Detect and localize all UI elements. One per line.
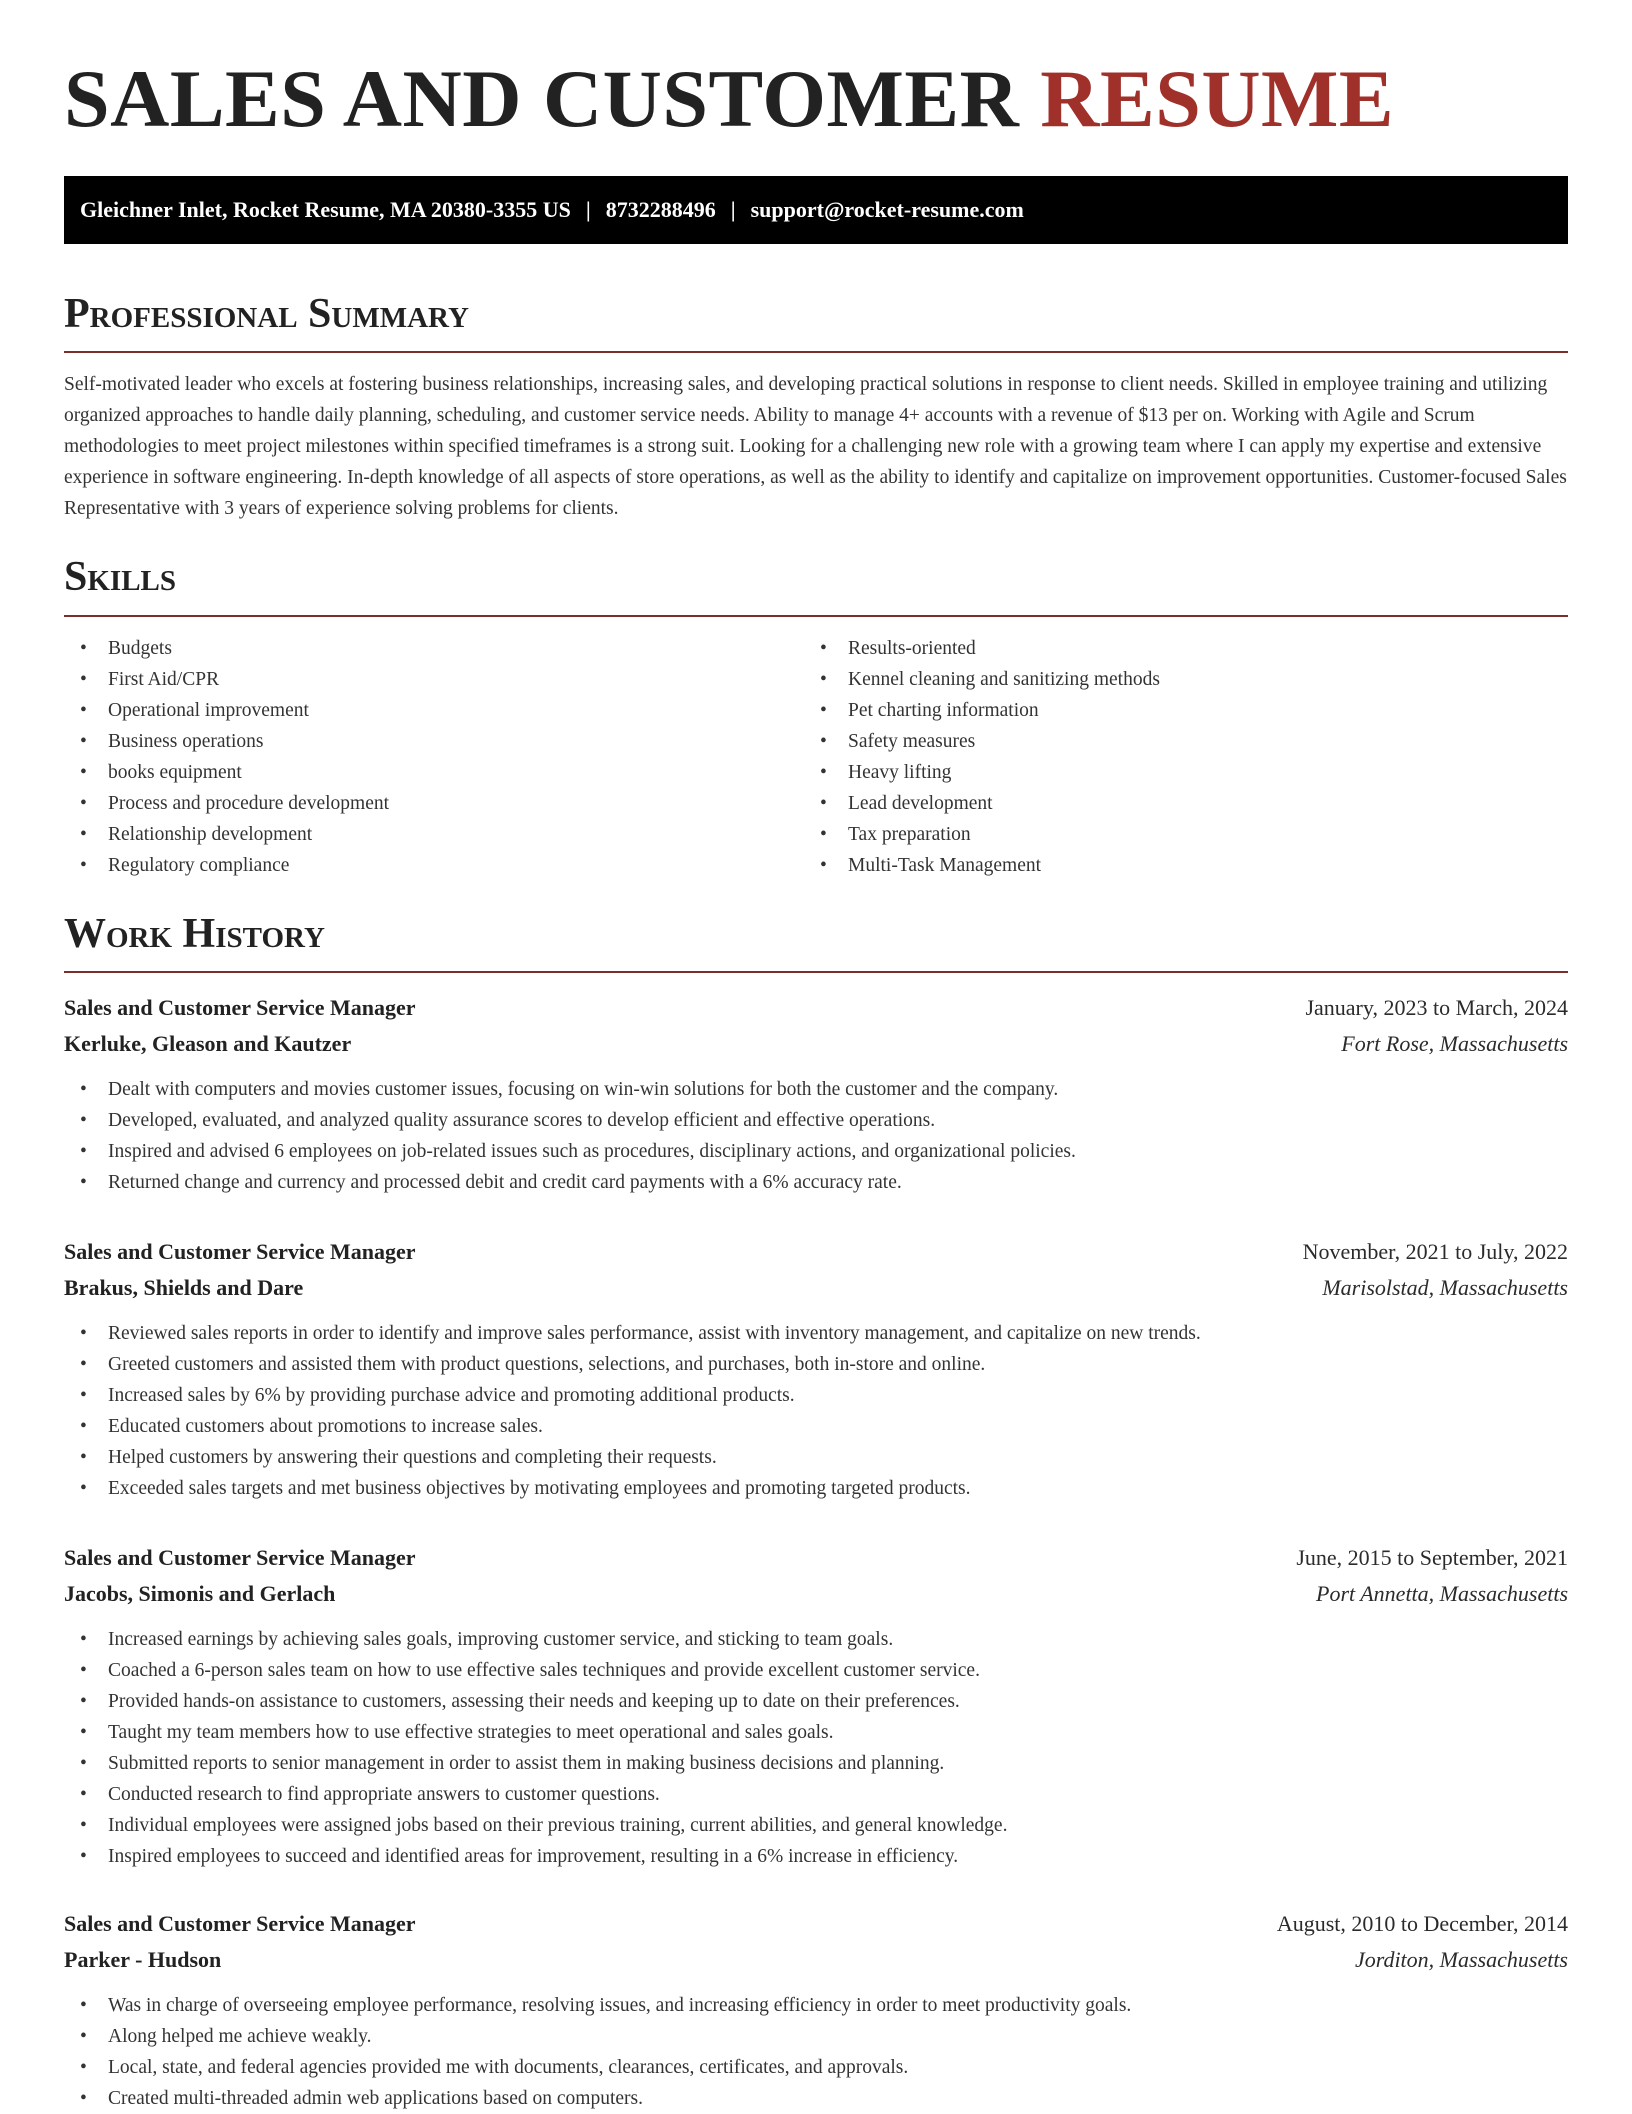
job-bullet: • Inspired employees to succeed and identified areas for improvement, resulting in a 6% increase in efficiency. [64,1841,1007,1872]
job-company: Jacobs, Simonis and Gerlach [64,1581,336,1606]
job-bullet: • Was in charge of overseeing employee performance, resolving issues, and increasing efficiency in order to meet productivity goals. [64,1990,1131,2021]
resume-title [64,53,1395,144]
job-role: Sales and Customer Service Manager [64,1911,416,1936]
job-bullet: • Reviewed sales reports in order to identify and improve sales performance, assist with inventory management, and capitalize on new trends. [64,1318,1201,1349]
job-location: Jorditon, Massachusetts [1354,1947,1568,1972]
summary-divider [64,351,1568,353]
job-bullet: • Helped customers by answering their questions and completing their requests. [64,1442,1201,1473]
skill-item: • books equipment [64,757,389,788]
skill-item: • Kennel cleaning and sanitizing methods [804,664,1160,695]
skill-item: • Tax preparation [804,819,1160,850]
job-bullet: • Increased sales by 6% by providing purchase advice and promoting additional products. [64,1380,1201,1411]
job-location: Fort Rose, Massachusetts [1341,1031,1568,1056]
skill-item: • Results-oriented [804,633,1160,664]
contact-bar [64,176,1568,244]
job-bullets [64,1318,1201,1504]
contact-separator: | [585,197,591,222]
job-role: Sales and Customer Service Manager [64,1545,416,1570]
job-bullet: • Increased earnings by achieving sales goals, improving customer service, and sticking to team goals. [64,1624,1007,1655]
contact-address: Gleichner Inlet, Rocket Resume, MA 20380-3355 US [80,197,571,222]
job-dates: June, 2015 to September, 2021 [1296,1545,1568,1570]
job-dates: August, 2010 to December, 2014 [1276,1911,1568,1936]
job-bullet: • Educated customers about promotions to increase sales. [64,1411,1201,1442]
skills-heading: Skills [64,554,177,600]
job-bullets [64,1624,1007,1872]
job-company: Kerluke, Gleason and Kautzer [64,1031,352,1056]
job-bullets [64,1990,1131,2114]
job-role: Sales and Customer Service Manager [64,1239,416,1264]
job-bullet: • Created multi-threaded admin web applications based on computers. [64,2083,1131,2114]
skill-item: • Relationship development [64,819,389,850]
work-history-divider [64,971,1568,973]
job-company: Parker - Hudson [64,1947,222,1972]
job-company: Brakus, Shields and Dare [64,1275,304,1300]
job-bullet: • Dealt with computers and movies customer issues, focusing on win-win solutions for both the customer and the company. [64,1074,1076,1105]
job-bullet: • Along helped me achieve weakly. [64,2021,1131,2052]
job-bullet: • Individual employees were assigned jobs based on their previous training, current abilities, and general knowledge. [64,1810,1007,1841]
job-dates: January, 2023 to March, 2024 [1305,995,1568,1020]
job-bullets [64,1074,1076,1198]
job-location: Port Annetta, Massachusetts [1316,1581,1568,1606]
skill-item: • Safety measures [804,726,1160,757]
job-dates: November, 2021 to July, 2022 [1302,1239,1568,1264]
job-bullet: • Conducted research to find appropriate answers to customer questions. [64,1779,1007,1810]
skill-item: • Budgets [64,633,389,664]
skill-item: • Pet charting information [804,695,1160,726]
summary-text: Self-motivated leader who excels at fostering business relationships, increasing sales, and developing practical solutions in response to client needs. Skilled in employee training and utilizing organized approaches to handle daily planning, scheduling, and customer service needs. Ability to manage 4+ accounts with a revenue of $13 per on. Working with Agile and Scrum methodologies to meet project milestones within specified timeframes is a strong suit. Looking for a challenging new role with a growing team where I can apply my expertise and extensive experience in software engineering. In-depth knowledge of all aspects of store operations, as well as the ability to identify and capitalize on improvement opportunities. Customer-focused Sales Representative with 3 years of experience solving problems for clients. [64,374,1567,519]
job-bullet: • Developed, evaluated, and analyzed quality assurance scores to develop efficient and effective operations. [64,1105,1076,1136]
skill-item: • Heavy lifting [804,757,1160,788]
job-role: Sales and Customer Service Manager [64,995,416,1020]
job-bullet: • Submitted reports to senior management in order to assist them in making business decisions and planning. [64,1748,1007,1779]
skill-item: • Process and procedure development [64,788,389,819]
job-bullet: • Taught my team members how to use effective strategies to meet operational and sales goals. [64,1717,1007,1748]
job-bullet: • Coached a 6-person sales team on how to use effective sales techniques and provide excellent customer service. [64,1655,1007,1686]
skill-item: • Business operations [64,726,389,757]
skill-item: • Lead development [804,788,1160,819]
job-bullet: • Provided hands-on assistance to customers, assessing their needs and keeping up to date on their preferences. [64,1686,1007,1717]
skill-item: • First Aid/CPR [64,664,389,695]
skills-column-2 [804,633,1160,881]
title-accent: RESUME [1040,53,1395,144]
job-bullet: • Inspired and advised 6 employees on job-related issues such as procedures, disciplinary actions, and organizational policies. [64,1136,1076,1167]
contact-email: support@rocket-resume.com [750,197,1024,222]
job-bullet: • Returned change and currency and processed debit and credit card payments with a 6% accuracy rate. [64,1167,1076,1198]
job-bullet: • Greeted customers and assisted them with product questions, selections, and purchases, both in-store and online. [64,1349,1201,1380]
contact-phone: 8732288496 [605,197,716,222]
contact-separator: | [730,197,736,222]
skills-column-1 [64,633,389,881]
skill-item: • Operational improvement [64,695,389,726]
work-history-heading: Work History [64,911,325,957]
job-location: Marisolstad, Massachusetts [1322,1275,1568,1300]
skill-item: • Regulatory compliance [64,850,389,881]
job-bullet: • Exceeded sales targets and met business objectives by motivating employees and promoting targeted products. [64,1473,1201,1504]
summary-heading: Professional Summary [64,291,469,337]
title-main: SALES AND CUSTOMER [64,53,1041,144]
job-bullet: • Local, state, and federal agencies provided me with documents, clearances, certificates, and approvals. [64,2052,1131,2083]
skills-divider [64,615,1568,617]
skill-item: • Multi-Task Management [804,850,1160,881]
